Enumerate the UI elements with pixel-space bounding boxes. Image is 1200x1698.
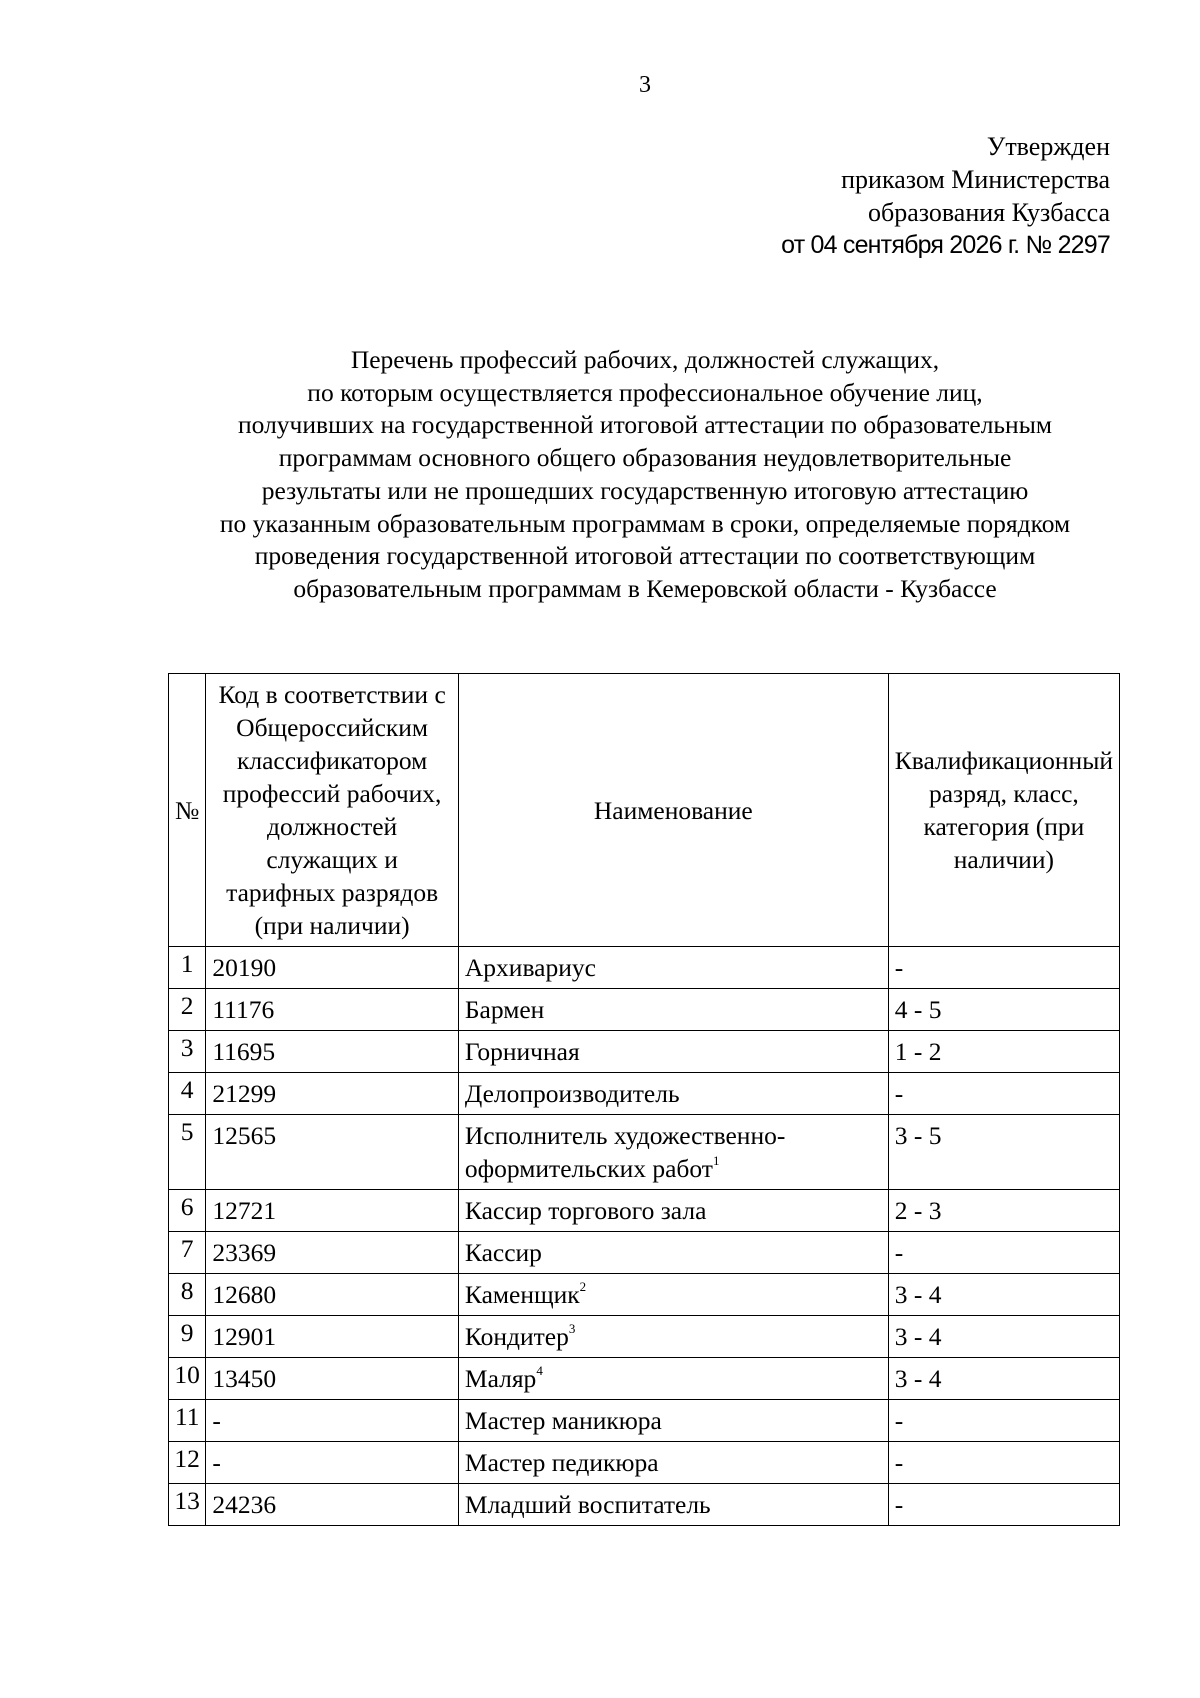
row-name: Мастер маникюра [464, 1406, 662, 1435]
row-name: Каменщик [464, 1280, 580, 1309]
row-qualification: - [888, 1442, 1119, 1484]
table-row [169, 1190, 1120, 1232]
row-name-cell [458, 1274, 888, 1316]
row-code: 23369 [206, 1232, 459, 1274]
row-number: 10 [169, 1358, 206, 1400]
row-name-cell [458, 1484, 888, 1526]
table-row [169, 1232, 1120, 1274]
row-number: 9 [169, 1316, 206, 1358]
table-row [169, 1442, 1120, 1484]
title-line: проведения государственной итоговой аттестации по соответствующим [254, 541, 1036, 571]
row-name-cell [458, 1115, 888, 1190]
table-row [169, 1484, 1120, 1526]
row-code: 24236 [206, 1484, 459, 1526]
table-row [169, 989, 1120, 1031]
row-number: 6 [169, 1190, 206, 1232]
row-code: 12565 [206, 1115, 459, 1190]
row-code: 12901 [206, 1316, 459, 1358]
header-qualification: Квалификационный разряд, класс, категория (при наличии) [888, 674, 1119, 947]
row-name-cell [458, 1190, 888, 1232]
header-code: Код в соответствии с Общероссийским классификатором профессий рабочих, должностей служащих и тарифных разрядов (при наличии) [206, 674, 459, 947]
table-row [169, 1400, 1120, 1442]
table-row [169, 947, 1120, 989]
row-name: Кассир [464, 1238, 542, 1267]
header-name: Наименование [458, 674, 888, 947]
row-name: Мастер педикюра [464, 1448, 659, 1477]
row-qualification: 1 - 2 [888, 1031, 1119, 1073]
approval-line: Утвержден [986, 132, 1110, 161]
row-code: 11176 [206, 989, 459, 1031]
row-number: 1 [169, 947, 206, 989]
row-name: Горничная [464, 1037, 580, 1066]
document-title [100, 344, 1190, 606]
row-code: 12721 [206, 1190, 459, 1232]
row-name: Делопроизводитель [464, 1079, 680, 1108]
table-row [169, 1115, 1120, 1190]
table-row [169, 1274, 1120, 1316]
footnote-marker: 1 [712, 1153, 720, 1168]
row-name-cell [458, 1400, 888, 1442]
title-line: программам основного общего образования неудовлетворительные [278, 443, 1012, 473]
row-number: 2 [169, 989, 206, 1031]
table-row [169, 1358, 1120, 1400]
table-row [169, 1073, 1120, 1115]
table-header-row [169, 674, 1120, 947]
row-number: 4 [169, 1073, 206, 1115]
row-code: 20190 [206, 947, 459, 989]
approval-stamp [781, 130, 1110, 262]
row-code: 13450 [206, 1358, 459, 1400]
row-qualification: - [888, 1232, 1119, 1274]
row-code: 21299 [206, 1073, 459, 1115]
row-name-cell [458, 1358, 888, 1400]
row-name: Архивариус [464, 953, 596, 982]
footnote-marker: 4 [536, 1363, 543, 1378]
row-name-cell [458, 1442, 888, 1484]
row-number: 8 [169, 1274, 206, 1316]
footnote-marker: 2 [579, 1279, 587, 1294]
row-qualification: - [888, 1484, 1119, 1526]
row-code: 12680 [206, 1274, 459, 1316]
header-num: № [169, 674, 206, 947]
row-name-cell [458, 947, 888, 989]
title-line: образовательным программам в Кемеровской области - Кузбассе [293, 573, 997, 603]
row-qualification: 3 - 4 [888, 1358, 1119, 1400]
table-body [169, 947, 1120, 1526]
row-number: 11 [169, 1400, 206, 1442]
row-qualification: 4 - 5 [888, 989, 1119, 1031]
row-qualification: - [888, 947, 1119, 989]
row-code: - [206, 1442, 459, 1484]
row-qualification: - [888, 1073, 1119, 1115]
row-name-cell [458, 1316, 888, 1358]
row-qualification: 3 - 4 [888, 1316, 1119, 1358]
row-qualification: - [888, 1400, 1119, 1442]
row-name: Кондитер [464, 1322, 569, 1351]
title-line: по указанным образовательным программам в сроки, определяемые порядком [219, 508, 1071, 538]
professions-table [168, 673, 1120, 1526]
table-row [169, 1031, 1120, 1073]
row-number: 7 [169, 1232, 206, 1274]
title-line: Перечень профессий рабочих, должностей служащих, [350, 345, 940, 374]
footnote-marker: 3 [568, 1321, 576, 1336]
row-name: Исполнитель художественно-оформительских работ [464, 1121, 786, 1183]
row-name-cell [458, 1073, 888, 1115]
row-qualification: 3 - 4 [888, 1274, 1119, 1316]
table-row [169, 1316, 1120, 1358]
row-number: 5 [169, 1115, 206, 1190]
title-line: получивших на государственной итоговой аттестации по образовательным [238, 410, 1052, 440]
row-name: Младший воспитатель [464, 1490, 711, 1519]
row-number: 3 [169, 1031, 206, 1073]
approval-line: образования Кузбасса [867, 198, 1110, 227]
page-number: 3 [639, 72, 651, 98]
row-name-cell [458, 989, 888, 1031]
row-name: Маляр [464, 1364, 537, 1393]
row-number: 13 [169, 1484, 206, 1526]
title-line: результаты или не прошедших государственную итоговую аттестацию [261, 475, 1029, 505]
row-name: Кассир торгового зала [464, 1196, 707, 1225]
row-qualification: 2 - 3 [888, 1190, 1119, 1232]
row-code: 11695 [206, 1031, 459, 1073]
approval-line: приказом Министерства [841, 165, 1110, 194]
row-number: 12 [169, 1442, 206, 1484]
row-name: Бармен [464, 995, 545, 1024]
row-qualification: 3 - 5 [888, 1115, 1119, 1190]
row-code: - [206, 1400, 459, 1442]
row-name-cell [458, 1031, 888, 1073]
approval-date-line: от 04 сентября 2026 г. № 2297 [781, 231, 1110, 259]
row-name-cell [458, 1232, 888, 1274]
title-line: по которым осуществляется профессиональное обучение лиц, [307, 377, 983, 407]
